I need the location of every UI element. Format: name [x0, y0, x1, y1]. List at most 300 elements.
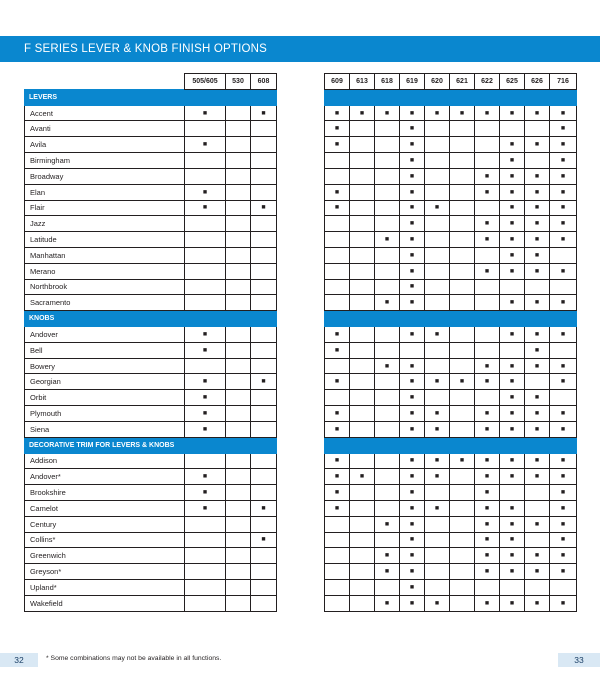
finish-available-mark: ■	[425, 469, 450, 485]
col-header: 608	[251, 74, 277, 90]
table-row	[325, 532, 577, 548]
product-name: Century	[25, 516, 185, 532]
finish-available-mark: ■	[525, 216, 550, 232]
section-heading-row	[25, 89, 277, 105]
finish-cell-empty	[500, 279, 525, 295]
header-row	[325, 74, 577, 90]
finish-cell-empty	[500, 580, 525, 596]
table-row	[25, 216, 277, 232]
finish-available-mark: ■	[475, 263, 500, 279]
finish-cell-empty	[185, 121, 226, 137]
finish-available-mark: ■	[550, 485, 577, 501]
section-heading: KNOBS	[25, 311, 277, 327]
finish-cell-empty	[375, 247, 400, 263]
page-number-right	[558, 653, 600, 667]
finish-available-mark: ■	[375, 595, 400, 611]
section-heading-row	[325, 89, 577, 105]
finish-available-mark: ■	[475, 358, 500, 374]
product-name: Siena	[25, 421, 185, 437]
finish-cell-empty	[525, 485, 550, 501]
finish-cell-empty	[450, 263, 475, 279]
finish-cell-empty	[185, 516, 226, 532]
table-row	[325, 358, 577, 374]
finish-available-mark: ■	[450, 105, 475, 121]
finish-cell-empty	[375, 184, 400, 200]
product-name: Merano	[25, 263, 185, 279]
finish-available-mark: ■	[400, 390, 425, 406]
finish-cell-empty	[450, 406, 475, 422]
finish-cell-empty	[350, 580, 375, 596]
finish-available-mark: ■	[500, 421, 525, 437]
finish-cell-empty	[375, 200, 400, 216]
table-row	[325, 184, 577, 200]
finish-available-mark: ■	[325, 406, 350, 422]
finish-cell-empty	[375, 121, 400, 137]
finish-cell-empty	[350, 232, 375, 248]
finish-cell-empty	[185, 168, 226, 184]
product-name: Wakefield	[25, 595, 185, 611]
finish-available-mark: ■	[500, 595, 525, 611]
finish-cell-empty	[375, 532, 400, 548]
finish-cell-empty	[475, 153, 500, 169]
finish-cell-empty	[525, 153, 550, 169]
finish-cell-empty	[525, 374, 550, 390]
product-name: Manhattan	[25, 247, 185, 263]
finish-cell-empty	[450, 580, 475, 596]
finish-available-mark: ■	[525, 595, 550, 611]
finish-available-mark: ■	[475, 485, 500, 501]
finish-available-mark: ■	[325, 105, 350, 121]
finish-cell-empty	[226, 137, 251, 153]
product-name: Sacramento	[25, 295, 185, 311]
table-row	[325, 469, 577, 485]
finish-cell-empty	[185, 548, 226, 564]
finish-available-mark: ■	[525, 232, 550, 248]
finish-cell-empty	[450, 153, 475, 169]
table-row	[325, 548, 577, 564]
finish-cell-empty	[375, 137, 400, 153]
finish-cell-empty	[350, 216, 375, 232]
finish-available-mark: ■	[550, 263, 577, 279]
finish-cell-empty	[350, 200, 375, 216]
finish-available-mark: ■	[400, 374, 425, 390]
finish-cell-empty	[325, 247, 350, 263]
finish-available-mark: ■	[525, 184, 550, 200]
finish-available-mark: ■	[550, 327, 577, 343]
finish-cell-empty	[185, 232, 226, 248]
finish-available-mark: ■	[550, 295, 577, 311]
finish-available-mark: ■	[550, 469, 577, 485]
finish-available-mark: ■	[500, 216, 525, 232]
finish-cell-empty	[375, 168, 400, 184]
finish-cell-empty	[475, 247, 500, 263]
finish-cell-empty	[226, 390, 251, 406]
finish-available-mark: ■	[325, 469, 350, 485]
finish-available-mark: ■	[325, 327, 350, 343]
finish-available-mark: ■	[400, 564, 425, 580]
finish-available-mark: ■	[475, 500, 500, 516]
col-header: 505/605	[185, 74, 226, 90]
section-heading-bar	[325, 89, 577, 105]
finish-cell-empty	[226, 327, 251, 343]
finish-available-mark: ■	[400, 105, 425, 121]
table-row	[25, 184, 277, 200]
finish-available-mark: ■	[185, 105, 226, 121]
finish-available-mark: ■	[350, 105, 375, 121]
finish-available-mark: ■	[500, 200, 525, 216]
finish-cell-empty	[185, 247, 226, 263]
finish-cell-empty	[226, 469, 251, 485]
col-header: 621	[450, 74, 475, 90]
finish-cell-empty	[375, 216, 400, 232]
finish-available-mark: ■	[525, 105, 550, 121]
product-name: Avanti	[25, 121, 185, 137]
finish-available-mark: ■	[475, 595, 500, 611]
finish-available-mark: ■	[425, 327, 450, 343]
finish-available-mark: ■	[185, 137, 226, 153]
finish-available-mark: ■	[400, 279, 425, 295]
finish-table-left	[24, 73, 277, 612]
finish-available-mark: ■	[525, 327, 550, 343]
product-name: Elan	[25, 184, 185, 200]
product-name: Orbit	[25, 390, 185, 406]
finish-available-mark: ■	[550, 358, 577, 374]
finish-cell-empty	[450, 390, 475, 406]
finish-cell-empty	[375, 153, 400, 169]
table-row	[25, 564, 277, 580]
finish-cell-empty	[500, 121, 525, 137]
finish-cell-empty	[375, 374, 400, 390]
table-row	[25, 153, 277, 169]
finish-available-mark: ■	[425, 453, 450, 469]
finish-available-mark: ■	[400, 216, 425, 232]
finish-available-mark: ■	[500, 406, 525, 422]
finish-cell-empty	[251, 263, 277, 279]
finish-available-mark: ■	[475, 232, 500, 248]
table-row	[325, 500, 577, 516]
product-name: Upland*	[25, 580, 185, 596]
finish-cell-empty	[226, 279, 251, 295]
finish-cell-empty	[425, 216, 450, 232]
col-header: 626	[525, 74, 550, 90]
col-header: 618	[375, 74, 400, 90]
product-name: Greenwich	[25, 548, 185, 564]
table-row	[25, 327, 277, 343]
finish-cell-empty	[450, 216, 475, 232]
table-row	[325, 263, 577, 279]
finish-available-mark: ■	[525, 453, 550, 469]
table-row	[25, 406, 277, 422]
table-row	[25, 200, 277, 216]
finish-cell-empty	[425, 153, 450, 169]
finish-cell-empty	[375, 580, 400, 596]
finish-available-mark: ■	[185, 184, 226, 200]
finish-available-mark: ■	[185, 200, 226, 216]
finish-cell-empty	[475, 327, 500, 343]
finish-cell-empty	[450, 295, 475, 311]
finish-cell-empty	[226, 247, 251, 263]
finish-cell-empty	[226, 168, 251, 184]
finish-available-mark: ■	[500, 184, 525, 200]
finish-cell-empty	[226, 216, 251, 232]
product-name: Georgian	[25, 374, 185, 390]
finish-available-mark: ■	[550, 137, 577, 153]
finish-cell-empty	[185, 453, 226, 469]
finish-cell-empty	[325, 168, 350, 184]
col-header: 716	[550, 74, 577, 90]
finish-cell-empty	[350, 263, 375, 279]
finish-cell-empty	[226, 500, 251, 516]
finish-available-mark: ■	[500, 358, 525, 374]
finish-cell-empty	[226, 595, 251, 611]
finish-cell-empty	[375, 342, 400, 358]
product-name: Accent	[25, 105, 185, 121]
finish-cell-empty	[450, 200, 475, 216]
product-name: Bowery	[25, 358, 185, 374]
finish-available-mark: ■	[185, 500, 226, 516]
finish-cell-empty	[450, 516, 475, 532]
finish-available-mark: ■	[400, 580, 425, 596]
finish-available-mark: ■	[500, 327, 525, 343]
finish-cell-empty	[350, 374, 375, 390]
table-row	[25, 469, 277, 485]
finish-available-mark: ■	[500, 295, 525, 311]
finish-cell-empty	[475, 121, 500, 137]
finish-cell-empty	[450, 168, 475, 184]
finish-cell-empty	[350, 153, 375, 169]
finish-cell-empty	[450, 595, 475, 611]
finish-available-mark: ■	[525, 390, 550, 406]
finish-cell-empty	[185, 532, 226, 548]
finish-cell-empty	[450, 184, 475, 200]
finish-cell-empty	[226, 421, 251, 437]
finish-cell-empty	[350, 121, 375, 137]
finish-cell-empty	[185, 595, 226, 611]
finish-cell-empty	[350, 168, 375, 184]
table-row	[325, 374, 577, 390]
finish-available-mark: ■	[475, 421, 500, 437]
finish-cell-empty	[350, 247, 375, 263]
finish-cell-empty	[375, 406, 400, 422]
finish-cell-empty	[525, 500, 550, 516]
finish-cell-empty	[500, 342, 525, 358]
finish-cell-empty	[400, 342, 425, 358]
finish-cell-empty	[251, 469, 277, 485]
finish-cell-empty	[375, 469, 400, 485]
table-row	[325, 121, 577, 137]
finish-cell-empty	[375, 500, 400, 516]
table-row	[25, 121, 277, 137]
finish-cell-empty	[425, 121, 450, 137]
table-row	[325, 342, 577, 358]
finish-cell-empty	[325, 516, 350, 532]
finish-available-mark: ■	[475, 516, 500, 532]
col-header: 620	[425, 74, 450, 90]
finish-cell-empty	[226, 485, 251, 501]
finish-available-mark: ■	[500, 232, 525, 248]
finish-available-mark: ■	[425, 595, 450, 611]
table-row	[325, 595, 577, 611]
finish-cell-empty	[185, 564, 226, 580]
finish-available-mark: ■	[325, 121, 350, 137]
table-row	[25, 532, 277, 548]
finish-available-mark: ■	[525, 421, 550, 437]
finish-cell-empty	[251, 595, 277, 611]
finish-cell-empty	[226, 153, 251, 169]
finish-available-mark: ■	[525, 406, 550, 422]
finish-cell-empty	[425, 263, 450, 279]
finish-cell-empty	[350, 279, 375, 295]
section-heading-bar	[325, 437, 577, 453]
col-header: 619	[400, 74, 425, 90]
table-row	[25, 485, 277, 501]
finish-available-mark: ■	[325, 184, 350, 200]
finish-available-mark: ■	[525, 247, 550, 263]
finish-cell-empty	[185, 153, 226, 169]
table-row	[325, 580, 577, 596]
finish-cell-empty	[226, 184, 251, 200]
finish-available-mark: ■	[185, 485, 226, 501]
finish-cell-empty	[251, 232, 277, 248]
finish-available-mark: ■	[425, 406, 450, 422]
finish-available-mark: ■	[251, 532, 277, 548]
finish-cell-empty	[350, 358, 375, 374]
finish-available-mark: ■	[400, 516, 425, 532]
finish-available-mark: ■	[325, 453, 350, 469]
finish-available-mark: ■	[375, 295, 400, 311]
finish-cell-empty	[350, 327, 375, 343]
table-row	[325, 216, 577, 232]
finish-cell-empty	[475, 580, 500, 596]
product-name: Bell	[25, 342, 185, 358]
table-row	[325, 247, 577, 263]
finish-available-mark: ■	[525, 358, 550, 374]
finish-cell-empty	[475, 342, 500, 358]
finish-cell-empty	[375, 263, 400, 279]
finish-available-mark: ■	[550, 516, 577, 532]
col-header: 609	[325, 74, 350, 90]
table-row	[325, 153, 577, 169]
finish-cell-empty	[226, 200, 251, 216]
product-name: Latitude	[25, 232, 185, 248]
product-name: Andover	[25, 327, 185, 343]
finish-cell-empty	[500, 485, 525, 501]
product-name: Northbrook	[25, 279, 185, 295]
finish-cell-empty	[450, 485, 475, 501]
finish-cell-empty	[185, 580, 226, 596]
finish-available-mark: ■	[525, 168, 550, 184]
finish-cell-empty	[350, 390, 375, 406]
finish-cell-empty	[425, 580, 450, 596]
finish-available-mark: ■	[525, 295, 550, 311]
finish-available-mark: ■	[400, 168, 425, 184]
finish-available-mark: ■	[550, 595, 577, 611]
product-name: Greyson*	[25, 564, 185, 580]
finish-available-mark: ■	[500, 105, 525, 121]
product-name: Andover*	[25, 469, 185, 485]
finish-cell-empty	[325, 216, 350, 232]
finish-available-mark: ■	[500, 469, 525, 485]
finish-available-mark: ■	[525, 469, 550, 485]
finish-table-right	[324, 73, 577, 612]
finish-cell-empty	[185, 358, 226, 374]
finish-available-mark: ■	[450, 453, 475, 469]
page-number-right-text: 33	[574, 655, 584, 665]
finish-available-mark: ■	[500, 532, 525, 548]
finish-cell-empty	[350, 548, 375, 564]
finish-cell-empty	[325, 580, 350, 596]
finish-available-mark: ■	[525, 137, 550, 153]
finish-available-mark: ■	[475, 532, 500, 548]
finish-available-mark: ■	[550, 184, 577, 200]
finish-available-mark: ■	[500, 500, 525, 516]
finish-available-mark: ■	[400, 358, 425, 374]
finish-cell-empty	[251, 168, 277, 184]
finish-cell-empty	[251, 121, 277, 137]
product-name: Addison	[25, 453, 185, 469]
footnote: * Some combinations may not be available in all functions.	[46, 655, 222, 662]
finish-available-mark: ■	[425, 500, 450, 516]
table-row	[25, 358, 277, 374]
finish-cell-empty	[475, 390, 500, 406]
finish-cell-empty	[425, 232, 450, 248]
finish-cell-empty	[550, 342, 577, 358]
finish-available-mark: ■	[450, 374, 475, 390]
product-name: Avila	[25, 137, 185, 153]
finish-available-mark: ■	[550, 168, 577, 184]
finish-cell-empty	[251, 153, 277, 169]
finish-cell-empty	[425, 184, 450, 200]
finish-cell-empty	[251, 548, 277, 564]
table-row	[325, 137, 577, 153]
finish-cell-empty	[450, 279, 475, 295]
finish-cell-empty	[450, 232, 475, 248]
table-row	[25, 453, 277, 469]
finish-cell-empty	[251, 453, 277, 469]
finish-available-mark: ■	[325, 421, 350, 437]
finish-available-mark: ■	[500, 153, 525, 169]
finish-cell-empty	[226, 105, 251, 121]
page-number-left	[0, 653, 38, 667]
finish-cell-empty	[425, 247, 450, 263]
finish-cell-empty	[251, 295, 277, 311]
finish-cell-empty	[525, 532, 550, 548]
product-name: Birmingham	[25, 153, 185, 169]
finish-cell-empty	[450, 327, 475, 343]
finish-available-mark: ■	[475, 168, 500, 184]
finish-available-mark: ■	[325, 137, 350, 153]
finish-cell-empty	[450, 564, 475, 580]
finish-available-mark: ■	[550, 374, 577, 390]
finish-cell-empty	[350, 137, 375, 153]
table-row	[325, 295, 577, 311]
finish-cell-empty	[425, 548, 450, 564]
product-name: Flair	[25, 200, 185, 216]
table-row	[25, 247, 277, 263]
finish-available-mark: ■	[325, 500, 350, 516]
finish-cell-empty	[450, 500, 475, 516]
table-row	[325, 232, 577, 248]
finish-available-mark: ■	[475, 406, 500, 422]
finish-cell-empty	[226, 374, 251, 390]
finish-cell-empty	[350, 532, 375, 548]
finish-cell-empty	[350, 421, 375, 437]
table-row	[25, 516, 277, 532]
finish-cell-empty	[450, 532, 475, 548]
finish-cell-empty	[325, 390, 350, 406]
finish-cell-empty	[325, 232, 350, 248]
finish-cell-empty	[226, 453, 251, 469]
